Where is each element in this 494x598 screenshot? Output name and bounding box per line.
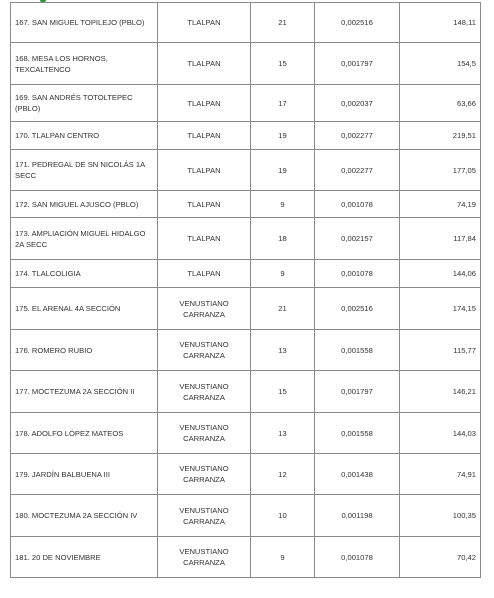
cell-colonia: 172. SAN MIGUEL AJUSCO (PBLO) [11, 191, 158, 218]
cell-municipio: TLALPAN [158, 260, 251, 288]
cell-colonia: 168. MESA LOS HORNOS, TEXCALTENCO [11, 43, 158, 85]
colonias-table [10, 2, 481, 578]
cell-municipio: TLALPAN [158, 122, 251, 150]
cell-share: 0,002157 [315, 218, 400, 260]
cell-colonia: 170. TLALPAN CENTRO [11, 122, 158, 150]
table-row [11, 85, 481, 122]
cell-value: 154,5 [400, 43, 481, 85]
table-row [11, 537, 481, 578]
cell-value: 115,77 [400, 330, 481, 371]
table-row [11, 495, 481, 537]
cell-share: 0,001797 [315, 371, 400, 413]
cell-count: 10 [251, 495, 315, 537]
cell-value: 148,11 [400, 3, 481, 43]
cell-count: 18 [251, 218, 315, 260]
cell-municipio: TLALPAN [158, 85, 251, 122]
table-row [11, 150, 481, 191]
cell-count: 9 [251, 191, 315, 218]
cell-municipio: TLALPAN [158, 43, 251, 85]
cell-count: 9 [251, 260, 315, 288]
cell-municipio: TLALPAN [158, 150, 251, 191]
cell-count: 21 [251, 3, 315, 43]
cell-value: 146,21 [400, 371, 481, 413]
cell-value: 74,19 [400, 191, 481, 218]
table-row [11, 454, 481, 495]
cell-share: 0,002277 [315, 150, 400, 191]
cell-share: 0,002277 [315, 122, 400, 150]
cell-value: 219,51 [400, 122, 481, 150]
cell-value: 74,91 [400, 454, 481, 495]
table-row [11, 191, 481, 218]
cell-value: 174,15 [400, 288, 481, 330]
cell-colonia: 178. ADOLFO LÓPEZ MATEOS [11, 413, 158, 454]
table-row [11, 218, 481, 260]
cell-colonia: 173. AMPLIACIÓN MIGUEL HIDALGO 2A SECC [11, 218, 158, 260]
cell-municipio: VENUSTIANO CARRANZA [158, 371, 251, 413]
cell-share: 0,001797 [315, 43, 400, 85]
cell-municipio: TLALPAN [158, 3, 251, 43]
cell-colonia: 167. SAN MIGUEL TOPILEJO (PBLO) [11, 3, 158, 43]
cell-count: 21 [251, 288, 315, 330]
cell-count: 19 [251, 150, 315, 191]
cell-share: 0,001078 [315, 537, 400, 578]
cell-colonia: 175. EL ARENAL 4A SECCIÓN [11, 288, 158, 330]
cell-share: 0,001078 [315, 260, 400, 288]
cell-share: 0,001438 [315, 454, 400, 495]
cell-municipio: VENUSTIANO CARRANZA [158, 288, 251, 330]
cell-value: 177,05 [400, 150, 481, 191]
cell-share: 0,002037 [315, 85, 400, 122]
cell-count: 9 [251, 537, 315, 578]
table-row [11, 330, 481, 371]
cell-municipio: TLALPAN [158, 218, 251, 260]
cell-count: 13 [251, 330, 315, 371]
table-row [11, 122, 481, 150]
cell-municipio: VENUSTIANO CARRANZA [158, 413, 251, 454]
table-row [11, 3, 481, 43]
cell-colonia: 181. 20 DE NOVIEMBRE [11, 537, 158, 578]
cell-colonia: 169. SAN ANDRÉS TOTOLTEPEC (PBLO) [11, 85, 158, 122]
cell-colonia: 179. JARDÍN BALBUENA III [11, 454, 158, 495]
table-row [11, 413, 481, 454]
cell-share: 0,001198 [315, 495, 400, 537]
cell-count: 12 [251, 454, 315, 495]
table-row [11, 43, 481, 85]
table-row [11, 260, 481, 288]
table-row [11, 371, 481, 413]
cell-municipio: TLALPAN [158, 191, 251, 218]
cell-value: 144,03 [400, 413, 481, 454]
cell-share: 0,001078 [315, 191, 400, 218]
cell-share: 0,001558 [315, 330, 400, 371]
cell-colonia: 174. TLALCOLIGIA [11, 260, 158, 288]
cell-value: 63,66 [400, 85, 481, 122]
cell-value: 70,42 [400, 537, 481, 578]
cell-count: 13 [251, 413, 315, 454]
cell-share: 0,002516 [315, 3, 400, 43]
cell-colonia: 171. PEDREGAL DE SN NICOLÁS 1A SECC [11, 150, 158, 191]
cell-municipio: VENUSTIANO CARRANZA [158, 537, 251, 578]
cell-count: 15 [251, 371, 315, 413]
cell-colonia: 180. MOCTEZUMA 2A SECCIÓN IV [11, 495, 158, 537]
cell-value: 117,84 [400, 218, 481, 260]
cell-count: 19 [251, 122, 315, 150]
table-row [11, 288, 481, 330]
cell-value: 100,35 [400, 495, 481, 537]
cell-share: 0,001558 [315, 413, 400, 454]
cell-colonia: 177. MOCTEZUMA 2A SECCIÓN II [11, 371, 158, 413]
cell-municipio: VENUSTIANO CARRANZA [158, 454, 251, 495]
cell-count: 17 [251, 85, 315, 122]
cell-count: 15 [251, 43, 315, 85]
cell-colonia: 176. ROMERO RUBIO [11, 330, 158, 371]
cell-municipio: VENUSTIANO CARRANZA [158, 495, 251, 537]
cell-value: 144,06 [400, 260, 481, 288]
cell-municipio: VENUSTIANO CARRANZA [158, 330, 251, 371]
cell-share: 0,002516 [315, 288, 400, 330]
